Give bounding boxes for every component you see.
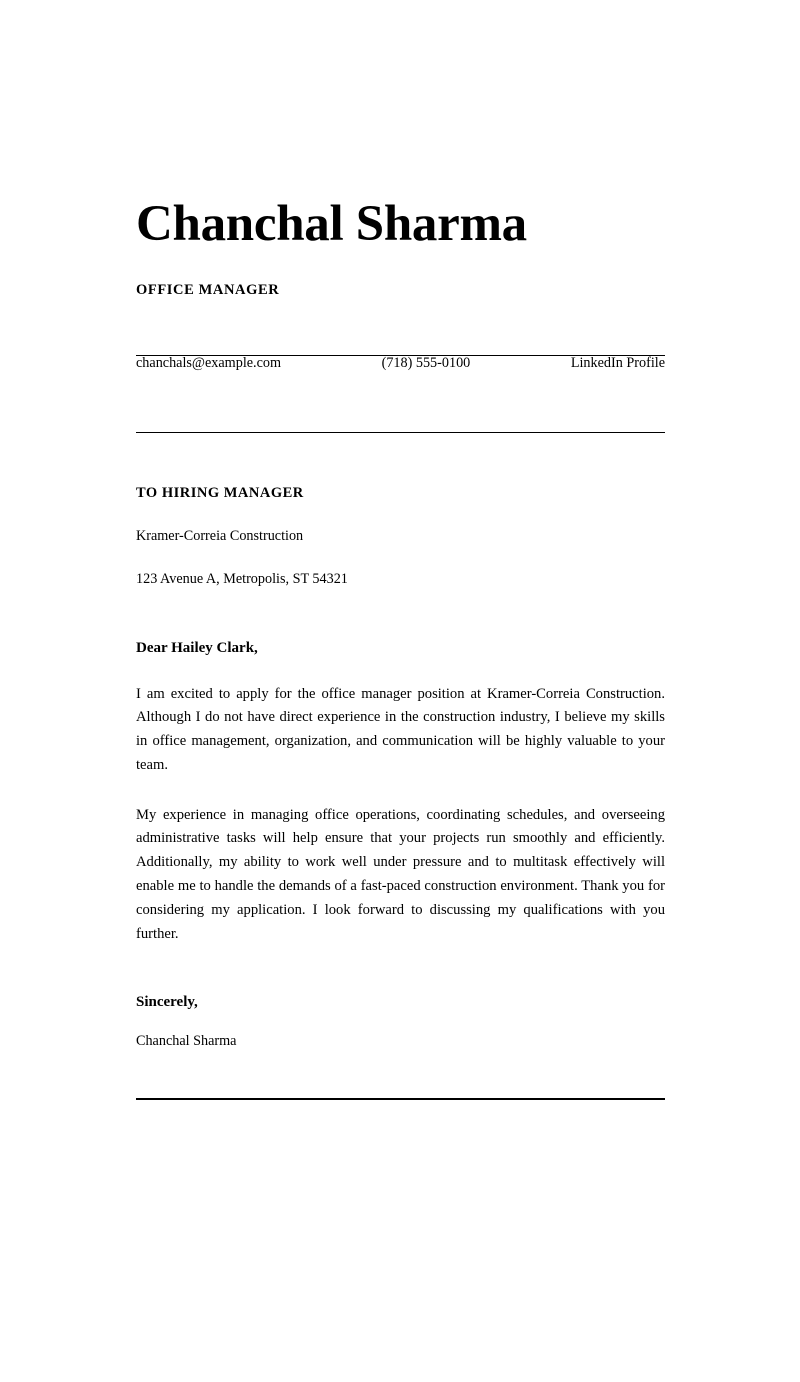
contact-email[interactable]: chanchals@example.com (136, 354, 282, 371)
closing-signature-name: Chanchal Sharma (136, 1033, 237, 1050)
letter-body (136, 588, 665, 947)
candidate-job-title: OFFICE MANAGER (136, 281, 280, 298)
contact-linkedin-link[interactable]: LinkedIn Profile (570, 354, 665, 371)
letter-content-column (136, 0, 665, 1100)
recipient-address: 123 Avenue A, Metropolis, ST 54321 (136, 570, 348, 587)
recipient-heading: TO HIRING MANAGER (136, 484, 304, 501)
letter-closing (136, 946, 665, 1050)
letter-paragraph-1: I am excited to apply for the office manager position at Kramer-Correia Construction. Although I do not have direct experience in the construction industry, I believe my skills in office management, organization, and communication will be highly valuable to your team. (136, 685, 665, 773)
candidate-name: Chanchal Sharma (136, 196, 527, 252)
recipient-company: Kramer-Correia Construction (136, 527, 304, 544)
footer-divider (136, 1098, 665, 1100)
contact-phone[interactable]: (718) 555-0100 (381, 354, 471, 371)
contact-row (136, 356, 665, 432)
letter-paragraph-2: My experience in managing office operations, coordinating schedules, and overseeing administrative tasks will help ensure that your projects run smoothly and efficiently. Additionally, my ability to work well under pressure and to multitask effectively will enable me to handle the demands of a fast-paced construction environment. Thank you for considering my application. I look forward to discussing my qualifications with you further. (136, 806, 665, 942)
letter-salutation: Dear Hailey Clark, (136, 639, 258, 656)
closing-salutation: Sincerely, (136, 994, 198, 1011)
recipient-block (136, 433, 665, 588)
letterhead (136, 0, 665, 299)
